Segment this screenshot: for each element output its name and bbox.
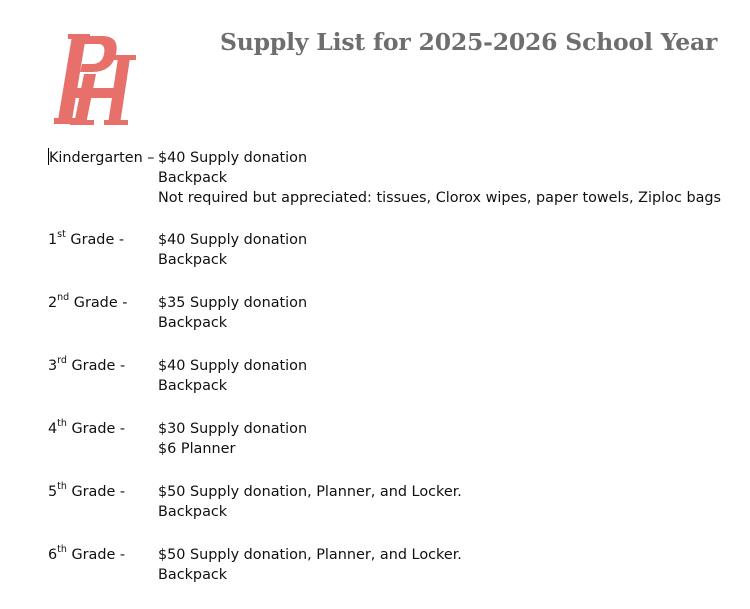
- grade-list: [48, 148, 740, 608]
- supply-item: $40 Supply donation: [158, 232, 308, 248]
- grade-suffix: Grade -: [66, 421, 126, 437]
- grade-ordinal-suffix: th: [57, 418, 67, 430]
- supply-item: $50 Supply donation, Planner, and Locker.: [158, 547, 462, 563]
- grade-ordinal-suffix: st: [57, 229, 66, 241]
- grade-suffix: Kindergarten –: [49, 150, 155, 166]
- grade-suffix: Grade -: [66, 358, 126, 374]
- supply-item: Backpack: [158, 252, 228, 268]
- supply-item: Backpack: [158, 567, 228, 583]
- supply-item: Backpack: [158, 170, 228, 186]
- grade-ordinal-suffix: th: [57, 544, 67, 556]
- grade-number: 5: [48, 484, 58, 500]
- supply-item: $6 Planner: [158, 441, 236, 457]
- school-logo: [50, 28, 140, 128]
- page-title: Supply List for 2025-2026 School Year: [220, 28, 718, 56]
- grade-ordinal-suffix: nd: [57, 292, 70, 304]
- grade-label: [48, 230, 158, 270]
- supply-item: $40 Supply donation: [158, 358, 308, 374]
- grade-label: [48, 419, 158, 459]
- supply-item: $30 Supply donation: [158, 421, 308, 437]
- grade-row: [48, 419, 740, 459]
- grade-ordinal-suffix: th: [57, 481, 67, 493]
- grade-row: [48, 545, 740, 585]
- logo-letters: [54, 34, 136, 125]
- grade-number: 1: [48, 232, 58, 248]
- supply-item: $40 Supply donation: [158, 150, 308, 166]
- grade-ordinal-suffix: rd: [57, 355, 67, 367]
- supply-item: $35 Supply donation: [158, 295, 308, 311]
- grade-label: [48, 148, 158, 208]
- grade-label: [48, 482, 158, 522]
- grade-number: 4: [48, 421, 58, 437]
- grade-suffix: Grade -: [65, 232, 125, 248]
- supply-item: $50 Supply donation, Planner, and Locker.: [158, 484, 462, 500]
- supply-items: [158, 148, 721, 208]
- grade-label: [48, 545, 158, 585]
- grade-label: [48, 293, 158, 333]
- grade-row: [48, 148, 740, 208]
- supply-item: Not required but appreciated: tissues, Clorox wipes, paper towels, Ziploc bags: [158, 190, 722, 206]
- supply-items: [158, 482, 462, 522]
- grade-suffix: Grade -: [66, 484, 126, 500]
- supply-items: [158, 293, 307, 333]
- supply-items: [158, 230, 307, 270]
- grade-suffix: Grade -: [69, 295, 128, 311]
- grade-row: [48, 230, 740, 270]
- supply-items: [158, 419, 307, 459]
- grade-row: [48, 293, 740, 333]
- grade-number: 2: [48, 295, 58, 311]
- ph-monogram-icon: [50, 28, 140, 128]
- supply-items: [158, 356, 307, 396]
- supply-item: Backpack: [158, 315, 228, 331]
- supply-item: Backpack: [158, 378, 228, 394]
- supply-items: [158, 545, 462, 585]
- grade-row: [48, 482, 740, 522]
- supply-item: Backpack: [158, 504, 228, 520]
- grade-label: [48, 356, 158, 396]
- grade-suffix: Grade -: [66, 547, 126, 563]
- grade-number: 6: [48, 547, 58, 563]
- grade-row: [48, 356, 740, 396]
- grade-number: 3: [48, 358, 58, 374]
